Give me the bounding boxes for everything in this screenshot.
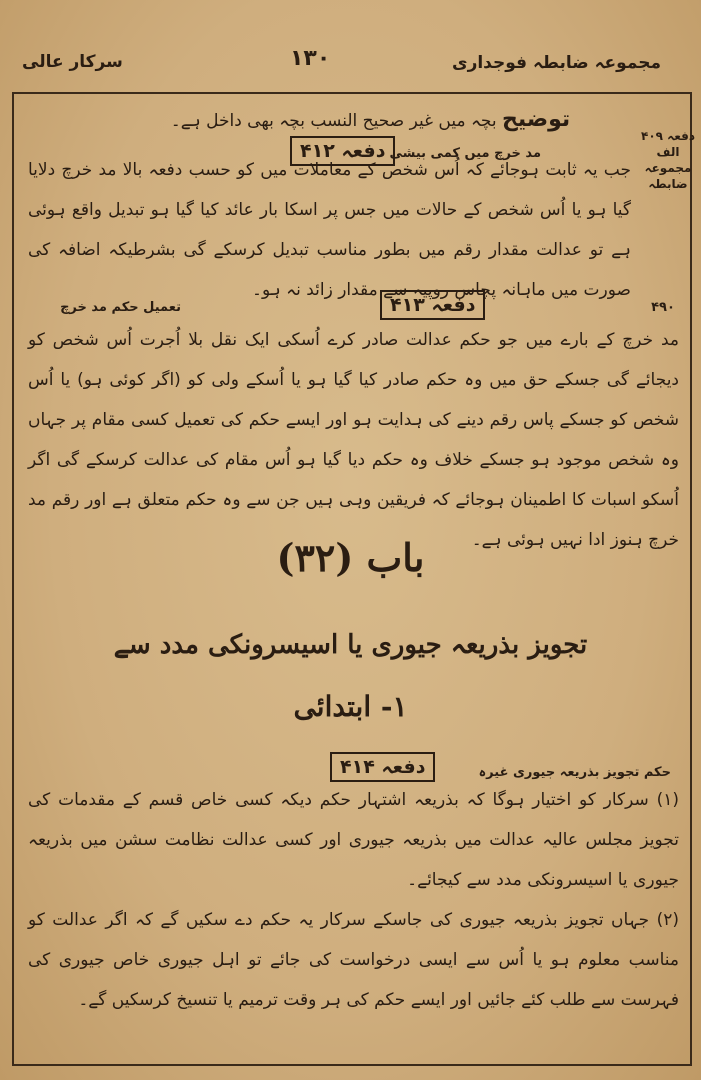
section-412-side-label: مد خرچ میں کمی بیشی xyxy=(389,146,541,161)
section-412-margin-note: دفعہ ۴۰۹ الف مجموعہ ضابطہ xyxy=(641,129,695,191)
section-413-side-label: تعمیل حکم مد خرچ xyxy=(60,300,181,315)
explanation-label: توضیح xyxy=(502,107,571,132)
chapter-title: تجویز بذریعہ جیوری یا اسیسرونکی مدد سے xyxy=(113,630,588,660)
section-414-heading: دفعہ ۴۱۴ xyxy=(330,752,435,782)
section-413-margin-note: ۴۹۰ xyxy=(651,300,675,315)
section-414-side-label: حکم تجویز بذریعہ جیوری غیرہ xyxy=(478,765,671,780)
section-413-text: مد خرچ کے بارے میں جو حکم عدالت صادر کرے اُسکی ایک نقل بلا اُجرت اُس شخص کو دیجائے گی جسکے حق میں وہ حکم صادر کیا گیا ہو یا اُسکے ولی کو (اگر کوئی ہو) یا اُس شخص کو جسکے پاس رقم دینے کی ہدایت ہو اور ایسے حکم کی تعمیل کسی مقام پر جہاں وہ شخص موجود ہو جسکے خلاف وہ حکم دیا گیا ہو اُس مقام کی عدالت کرسکے گی اگر اُسکو اسبات کا اطمینان ہوجائے کہ فریقین وہی ہیں جن سے وہ حکم متعلق ہے اور رقم مد خرچ ہنوز ادا نہیں ہوئی ہے۔ xyxy=(28,330,679,550)
explanation-text: بچہ میں غیر صحیح النسب بچہ بھی داخل ہے۔ xyxy=(170,111,497,131)
book-title: مجموعہ ضابطہ فوجداری xyxy=(451,53,661,73)
chapter-part: ۱- ابتدائی xyxy=(293,690,408,723)
chapter-heading: باب (۳۲) xyxy=(276,535,425,580)
section-413-heading: دفعہ ۴۱۳ xyxy=(380,290,485,320)
section-412-heading: دفعہ ۴۱۲ xyxy=(290,136,395,166)
section-414-clause-2: (۲) جہاں تجویز بذریعہ جیوری کی جاسکے سرکار یہ حکم دے سکیں گے کہ اگر عدالت کو مناسب معلوم ہو یا اُس سے ایسی درخواست کی جائے تو اہل جیوری خاص جیوری کی فہرست سے طلب کئے جائیں اور ایسے حکم کی ہر وقت ترمیم یا تنسیخ کرسکیں گے۔ xyxy=(28,910,679,1010)
section-412-text: جب یہ ثابت ہوجائے کہ اُس شخص کے معاملات میں کو حسب دفعہ بالا مد خرچ دلایا گیا ہو یا اُس شخص کے حالات میں جس پر اسکا بار عائد کیا گیا ہو تبدیل واقع ہوئی ہے تو عدالت مقدار رقم میں بطور مناسب تبدیل کرسکے گی بشرطیکہ اضافہ کی صورت میں ماہانہ پچاس روپیہ سے مقدار زائد نہ ہو۔ xyxy=(28,160,631,300)
page-number: ۱۳۰ xyxy=(290,46,331,71)
state-name: سرکار عالی xyxy=(22,52,123,72)
section-414-clause-1: (۱) سرکار کو اختیار ہوگا کہ بذریعہ اشتہار حکم دیکہ کسی خاص قسم کے مقدمات کی تجویز مجلس عالیہ عدالت میں بذریعہ جیوری اور کسی عدالت نظامت سشن میں بذریعہ جیوری یا اسیسرونکی مدد سے کیجائے۔ xyxy=(28,790,679,890)
explanation-line xyxy=(120,100,621,141)
